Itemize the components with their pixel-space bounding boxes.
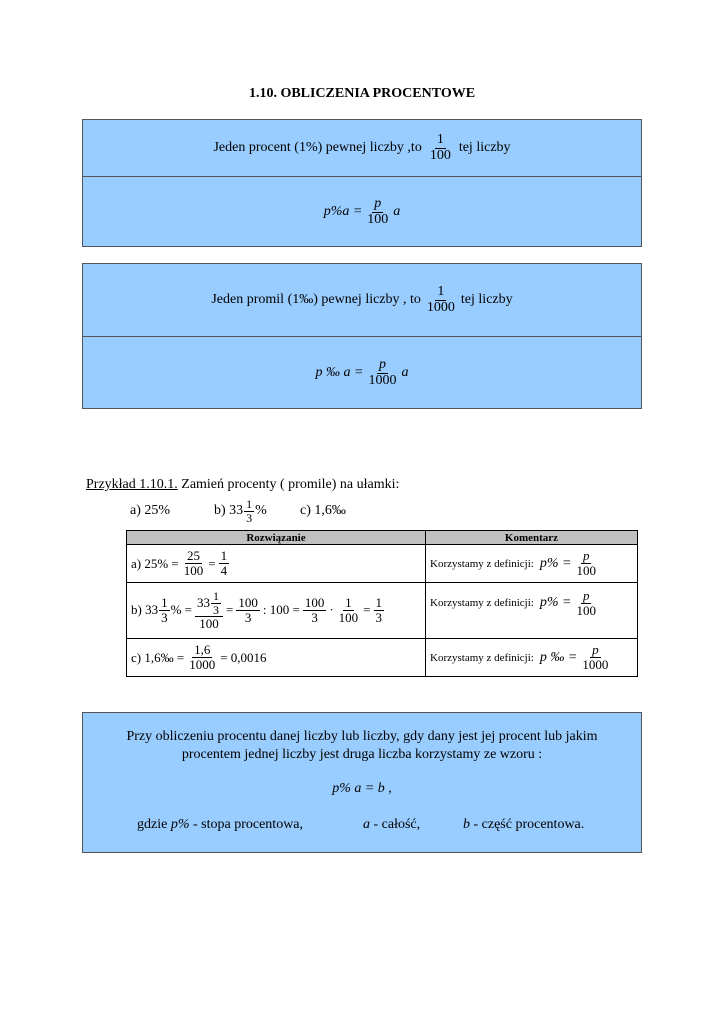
row-c-result: = 0,0016 [220,649,267,665]
header-solution: Rozwiązanie [127,531,426,545]
percent-formula-lhs: p%a = [323,204,363,219]
promil-definition-row [83,264,641,336]
example-task: Zamień procenty ( promile) na ułamki: [177,477,400,492]
fraction-numerator: 1 [437,283,445,299]
comment-cell-a [426,545,638,583]
fraction-denominator: 3 [244,609,252,625]
row-b-percent-equals: % = [170,602,193,618]
table-row [127,639,638,677]
legend-p-text: - stopa procentowa, [193,817,304,832]
percent-definition-box [82,119,642,247]
page-title: 1.10. OBLICZENIA PROCENTOWE [248,86,476,101]
percent-formula-row [83,177,641,247]
fraction-denominator: 3 [213,602,220,617]
general-formula: p% a = b , [332,781,392,796]
row-b-mixed-fraction [159,596,170,624]
equals-sign: = [208,555,216,571]
fraction-numerator: 1 [161,595,168,611]
comment-formula-lhs: p% = [539,555,572,571]
promil-fraction [425,285,457,315]
percent-definition-row [83,120,641,176]
formula-intro-line-2: procentem jednej liczby jest druga liczba korzystamy ze wzoru : [181,747,543,762]
fraction-denominator: 100 [576,563,596,578]
legend-a-symbol: a [363,817,370,832]
fraction-denominator: 100 [576,602,596,618]
row-b-fraction-5 [374,596,385,624]
mixed-suffix: % [255,503,267,519]
row-a-fraction-1 [182,549,206,577]
solution-cell-a [127,545,426,583]
percent-definition-suffix: tej liczby [458,140,511,155]
promil-formula-lhs: p ‰ a = [315,365,364,380]
formula-intro-line-1: Przy obliczeniu procentu danej liczby lub liczby, gdy dany jest jej procent lub jakim [126,729,598,744]
fraction-numerator: p [582,588,590,603]
promil-formula-rhs: a [401,365,409,380]
fraction-numerator [195,590,223,617]
fraction-denominator: 1000 [189,657,216,672]
solution-table [126,530,638,677]
example-item-c: c) 1,6‰ [300,503,346,519]
comment-fraction [574,549,598,577]
comment-cell-b [426,583,638,639]
fraction-numerator: 1 [345,595,352,611]
fraction-numerator: 1 [213,589,220,604]
fraction-denominator: 1000 [582,657,609,672]
legend-b-symbol: b [463,817,470,832]
fraction-numerator: 1 [220,548,228,564]
promil-formula-fraction [366,358,398,388]
general-formula-box [82,712,642,853]
promil-definition-text: Jeden promil (1‰) pewnej liczby , to [211,292,421,307]
promil-definition-suffix: tej liczby [460,292,513,307]
percent-definition-text: Jeden procent (1%) pewnej liczby ,to [213,140,422,155]
fraction-numerator: 1 [375,595,382,611]
promil-formula-row [83,337,641,409]
example-heading [86,477,399,493]
fraction-numerator: 100 [238,595,258,611]
fraction-denominator: 100 [338,609,359,625]
table-header-row [127,531,638,545]
row-b-compound-fraction [195,590,223,631]
mixed-fraction [211,590,221,616]
comment-fraction [580,643,610,671]
row-b-fraction-2 [236,596,260,624]
row-b-division: : 100 = [262,602,300,618]
fraction-denominator: 3 [246,510,253,525]
fraction-numerator: p [582,548,590,564]
example-items [130,498,346,524]
comment-text: Korzystamy z definicji: [430,651,534,664]
row-b-prefix: b) 33 [131,602,159,618]
fraction-numerator: 100 [304,595,325,611]
row-a-fraction-2 [219,549,230,577]
row-b-fraction-3 [303,596,327,624]
row-c-fraction [187,643,217,671]
comment-formula-lhs: p% = [539,595,572,611]
fraction-denominator: 100 [367,211,389,227]
fraction-numerator: 25 [187,548,201,564]
fraction-numerator: p [378,356,386,372]
comment-cell-c [426,639,638,677]
fraction-numerator: 1,6 [194,642,211,658]
table-row [127,545,638,583]
fraction-denominator: 100 [429,147,451,163]
comment-text: Korzystamy z definicji: [430,557,534,570]
legend-a [363,817,420,833]
multiply-dot: · [329,602,334,618]
table-row [127,583,638,639]
legend-p-symbol: p% [170,817,190,832]
fraction-denominator: 1000 [426,299,455,315]
fraction-denominator: 1000 [368,372,397,388]
fraction-numerator: 1 [246,497,253,511]
fraction-denominator: 100 [199,616,219,632]
fraction-denominator: 3 [161,609,168,625]
percent-formula-fraction [365,197,390,227]
comment-formula-lhs: p ‰ = [539,649,578,665]
legend-b [463,817,584,833]
fraction-denominator: 100 [183,563,204,578]
fraction-numerator: p [592,642,599,658]
fraction-numerator: 1 [436,131,444,147]
comment-text: Korzystamy z definicji: [430,597,534,610]
percent-formula-rhs: a [393,204,401,219]
example-item-b [214,498,300,524]
row-b-fraction-4 [337,596,361,624]
legend-p [137,817,303,833]
fraction-denominator: 4 [220,563,228,578]
fraction-denominator: 3 [311,609,318,625]
solution-cell-b [127,583,426,639]
row-c-lhs: c) 1,6‰ = [131,649,185,665]
percent-fraction [428,133,453,163]
mixed-whole: b) 33 [214,503,244,519]
row-a-lhs: a) 25% = [131,555,179,571]
promil-definition-box [82,263,642,409]
equals-sign: = [363,602,371,618]
legend-b-text: - część procentowa. [473,817,585,832]
example-item-a: a) 25% [130,503,171,519]
mixed-whole: 33 [197,595,211,611]
fraction-numerator: p [374,195,382,211]
header-comment: Komentarz [426,531,638,545]
comment-fraction [574,589,598,617]
mixed-fraction [244,498,254,524]
solution-cell-c [127,639,426,677]
example-label: Przykład 1.10.1. [86,477,178,492]
legend-a-text: - całość, [373,817,421,832]
equals-sign: = [226,602,234,618]
fraction-denominator: 3 [375,609,382,625]
legend-intro: gdzie [137,817,168,832]
